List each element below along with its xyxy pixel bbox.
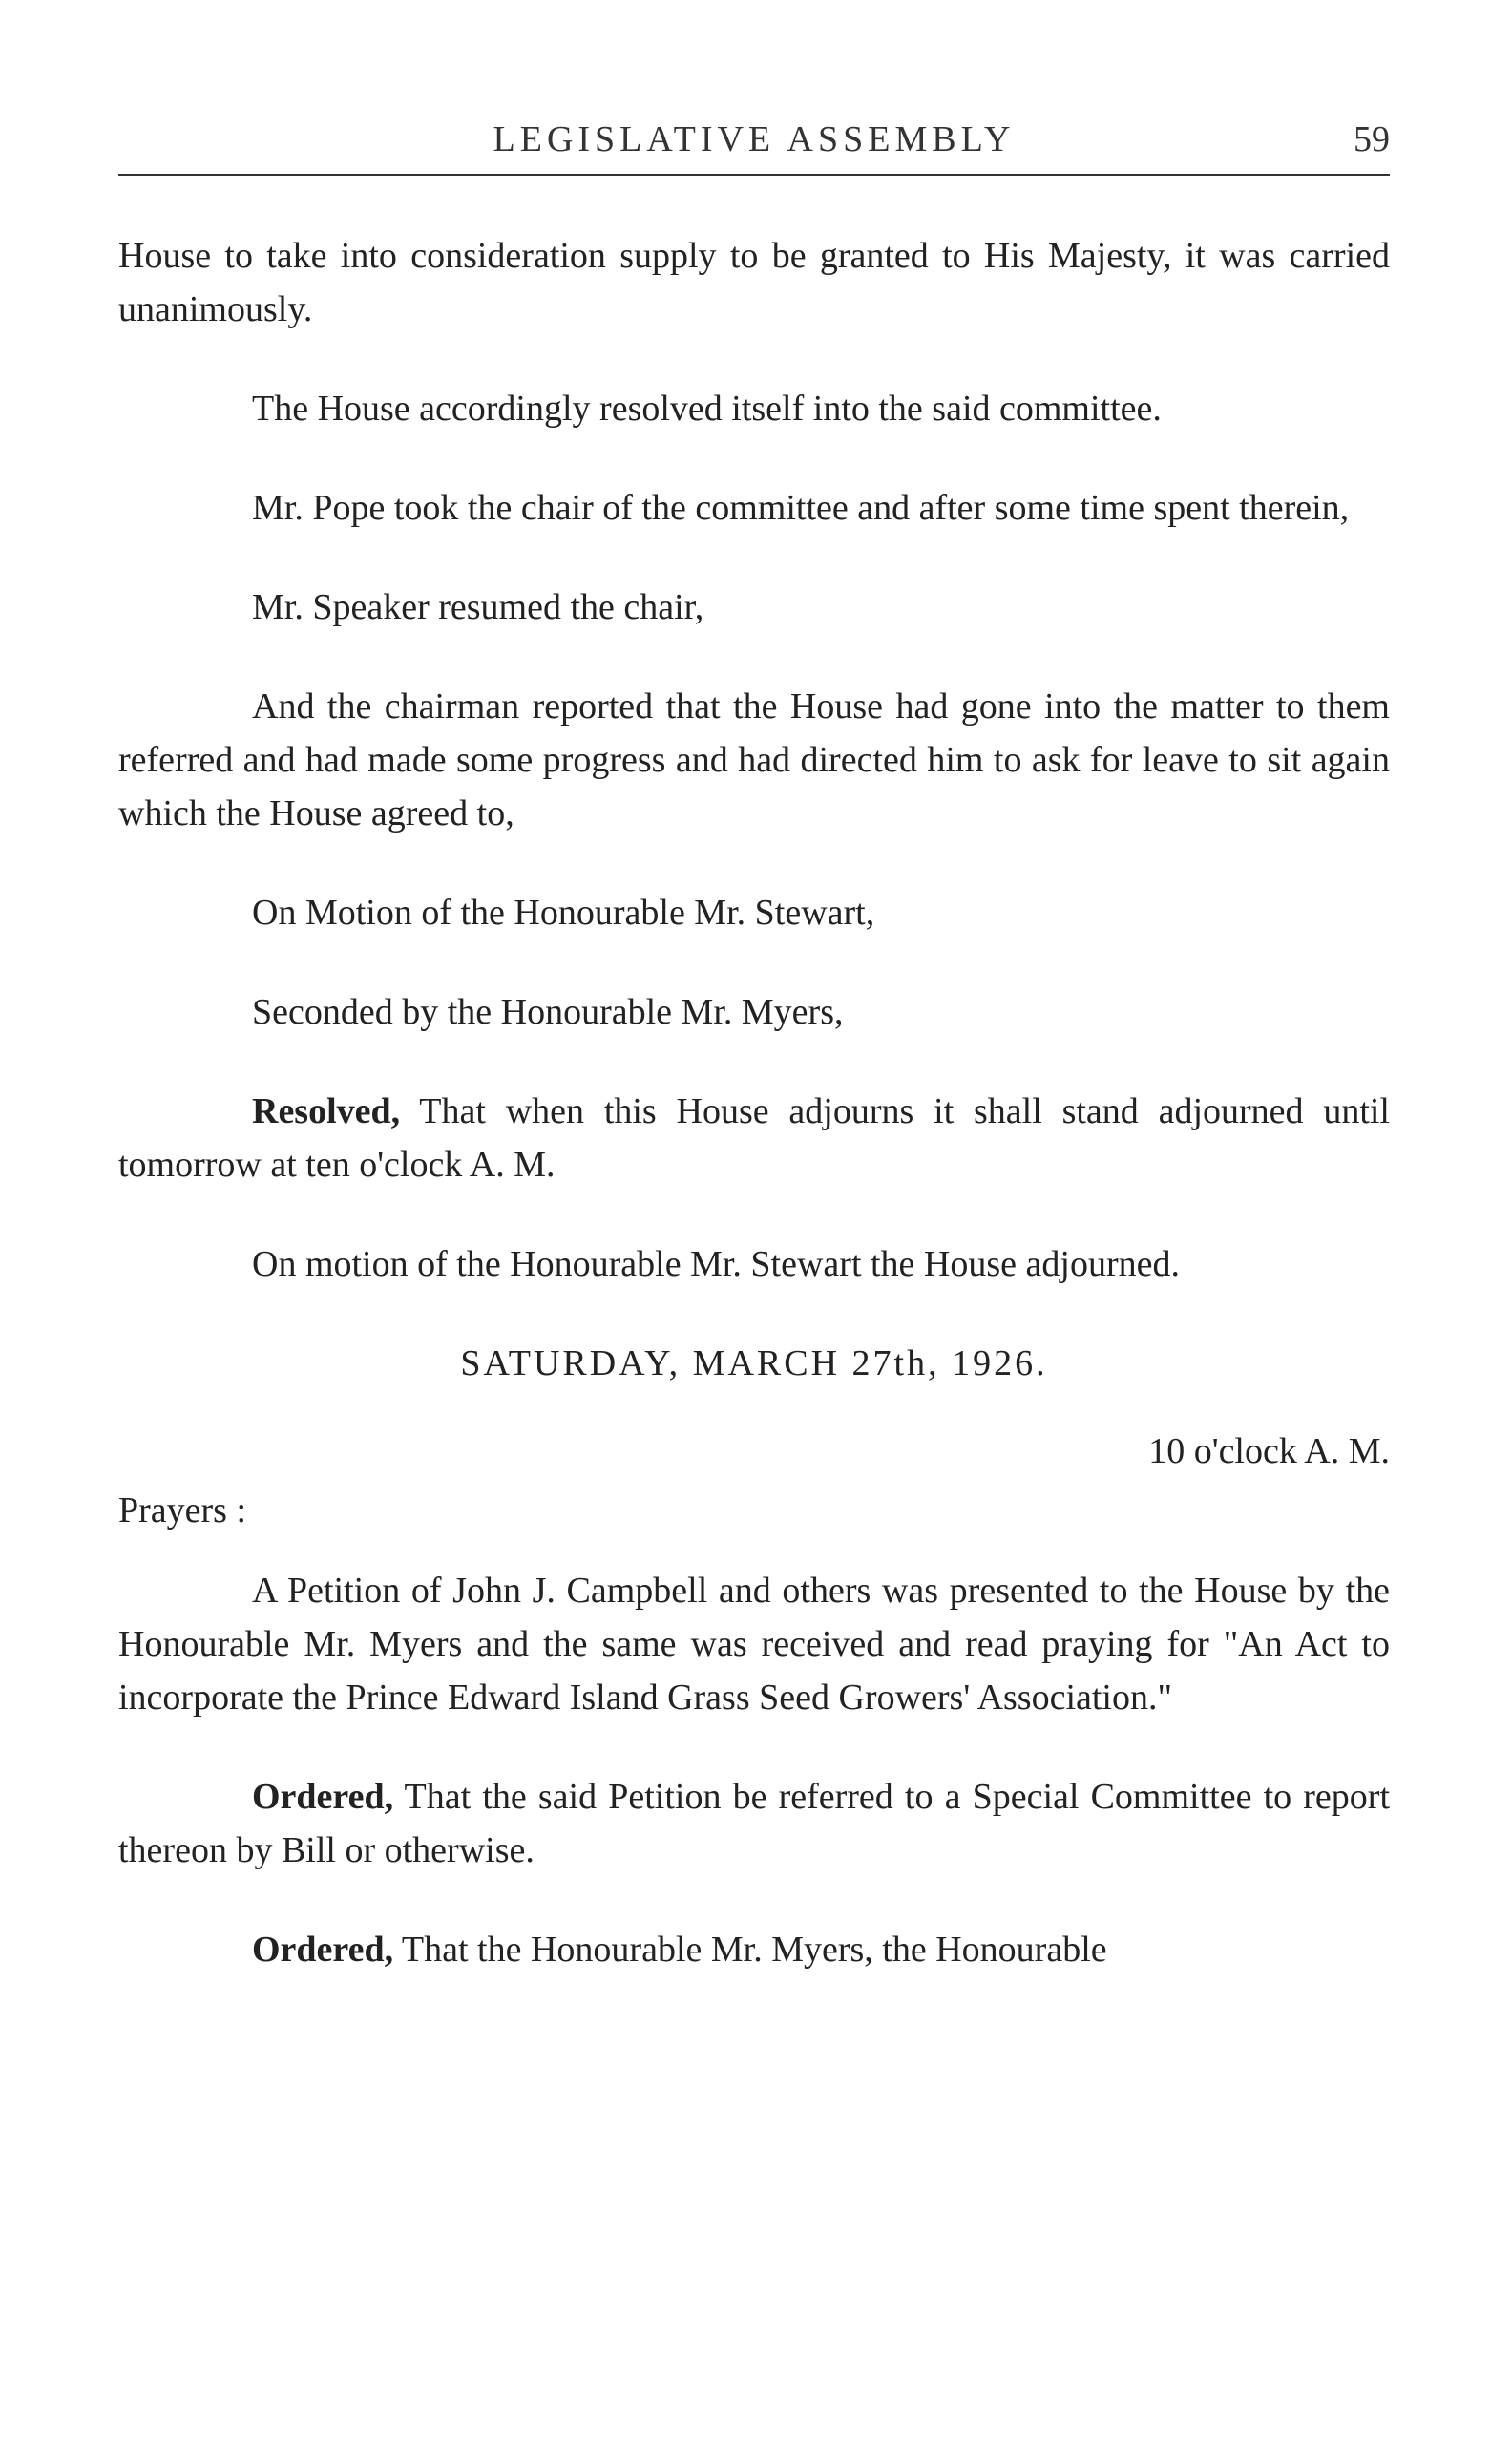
ordered-text-2: That the Honourable Mr. Myers, the Honourable — [393, 1930, 1107, 1970]
resolved-text: That when this House adjourns it shall stand adjourned until tomorrow at ten o'clock A. M. — [118, 1091, 1390, 1185]
paragraph-chairman-report: And the chairman reported that the House had gone into the matter to them referred and had made some progress and had directed him to ask for leave to sit again which the House agreed to, — [118, 686, 1390, 834]
prayers-line: Prayers : — [118, 1490, 247, 1530]
page-header — [118, 116, 1390, 176]
paragraph-motion: On Motion of the Honourable Mr. Stewart, — [252, 893, 875, 933]
paragraph-ordered-committee — [118, 1923, 1390, 1976]
paragraph-ordered-referred — [118, 1770, 1390, 1877]
paragraph-petition: A Petition of John J. Campbell and others was presented to the House by the Honourable Mr. Myers and the same was received and read praying for "An Act to incorporate the Prince Edward Island Grass Seed Growers' Association." — [118, 1571, 1390, 1718]
time-line: 10 o'clock A. M. — [1148, 1431, 1390, 1471]
page-body — [118, 229, 1390, 2022]
ordered-lead: Ordered, — [252, 1777, 394, 1817]
paragraph-speaker-resumed: Mr. Speaker resumed the chair, — [252, 587, 704, 627]
paragraph-pope-chair: Mr. Pope took the chair of the committee and after some time spent therein, — [252, 488, 1350, 528]
paragraph-adjourned: On motion of the Honourable Mr. Stewart the House adjourned. — [252, 1244, 1180, 1284]
page-number: 59 — [1354, 119, 1390, 159]
paragraph-resolved — [118, 1085, 1390, 1192]
resolved-lead: Resolved, — [252, 1091, 401, 1131]
ordered-text: That the said Petition be referred to a Special Committee to report thereon by Bill or otherwise. — [118, 1777, 1390, 1870]
date-heading: SATURDAY, MARCH 27th, 1926. — [460, 1343, 1048, 1383]
running-head: LEGISLATIVE ASSEMBLY — [493, 119, 1016, 159]
paragraph-committee: The House accordingly resolved itself into the said committee. — [252, 389, 1162, 429]
ordered-lead-2: Ordered, — [252, 1930, 394, 1970]
paragraph-continued: House to take into consideration supply to be granted to His Majesty, it was carried unanimously. — [118, 236, 1390, 329]
paragraph-seconded: Seconded by the Honourable Mr. Myers, — [252, 992, 844, 1032]
